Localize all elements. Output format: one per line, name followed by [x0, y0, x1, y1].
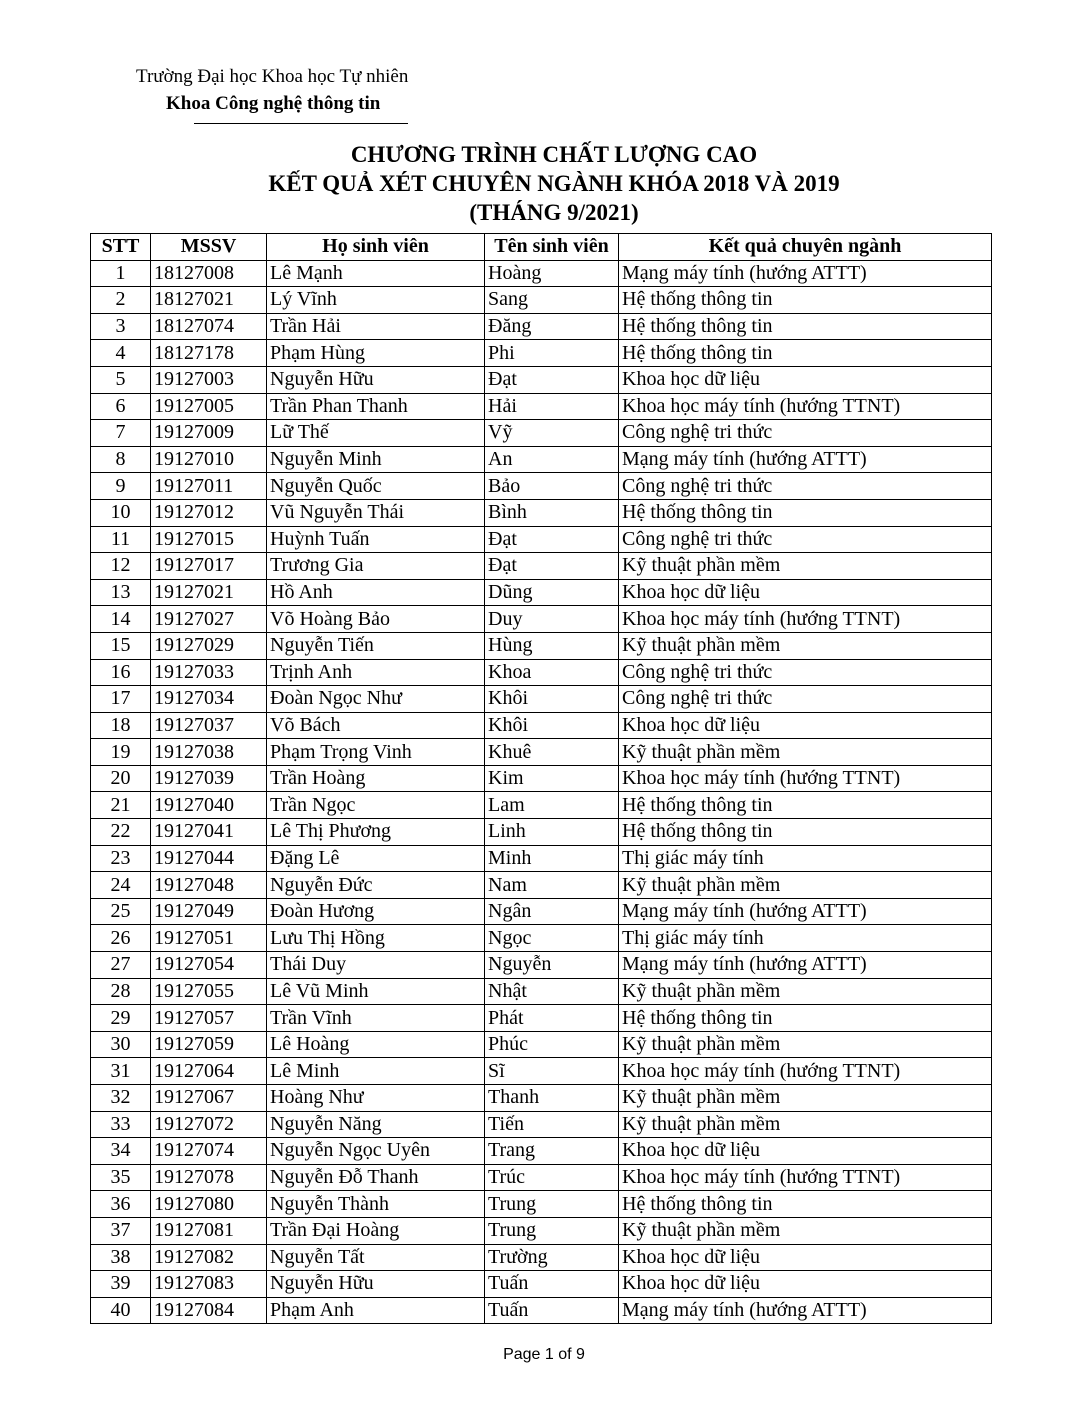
cell-first-name: Trúc [485, 1164, 619, 1191]
cell-stt: 2 [91, 287, 151, 314]
table-row [91, 1271, 992, 1298]
cell-last-name: Huỳnh Tuấn [267, 526, 485, 553]
cell-mssv: 19127010 [151, 446, 267, 473]
table-row [91, 978, 992, 1005]
cell-last-name: Lưu Thị Hồng [267, 925, 485, 952]
cell-mssv: 19127083 [151, 1271, 267, 1298]
cell-major-result: Hệ thống thông tin [619, 287, 992, 314]
cell-stt: 21 [91, 792, 151, 819]
header-last-name: Họ sinh viên [267, 234, 485, 261]
cell-last-name: Nguyễn Minh [267, 446, 485, 473]
table-row [91, 845, 992, 872]
cell-mssv: 19127011 [151, 473, 267, 500]
cell-last-name: Nguyễn Năng [267, 1111, 485, 1138]
cell-stt: 22 [91, 819, 151, 846]
cell-mssv: 19127084 [151, 1297, 267, 1324]
cell-last-name: Lý Vĩnh [267, 287, 485, 314]
cell-major-result: Công nghệ tri thức [619, 659, 992, 686]
table-row [91, 1085, 992, 1112]
cell-major-result: Mạng máy tính (hướng ATTT) [619, 260, 992, 287]
cell-last-name: Đoàn Ngọc Như [267, 686, 485, 713]
cell-mssv: 19127057 [151, 1005, 267, 1032]
cell-stt: 13 [91, 579, 151, 606]
cell-mssv: 19127078 [151, 1164, 267, 1191]
header-mssv: MSSV [151, 234, 267, 261]
cell-last-name: Nguyễn Đức [267, 872, 485, 899]
cell-first-name: Bảo [485, 473, 619, 500]
cell-stt: 25 [91, 898, 151, 925]
cell-major-result: Mạng máy tính (hướng ATTT) [619, 1297, 992, 1324]
page-number: Page 1 of 9 [503, 1346, 585, 1363]
cell-major-result: Mạng máy tính (hướng ATTT) [619, 952, 992, 979]
cell-major-result: Hệ thống thông tin [619, 499, 992, 526]
cell-first-name: Ngân [485, 898, 619, 925]
cell-major-result: Hệ thống thông tin [619, 313, 992, 340]
cell-mssv: 18127178 [151, 340, 267, 367]
table-body [91, 260, 992, 1324]
faculty-underline [194, 123, 408, 124]
cell-first-name: Hùng [485, 632, 619, 659]
table-row [91, 1164, 992, 1191]
cell-mssv: 19127044 [151, 845, 267, 872]
cell-stt: 35 [91, 1164, 151, 1191]
cell-first-name: Dũng [485, 579, 619, 606]
table-row [91, 686, 992, 713]
cell-mssv: 19127015 [151, 526, 267, 553]
cell-mssv: 19127082 [151, 1244, 267, 1271]
cell-first-name: Hoàng [485, 260, 619, 287]
table-row [91, 553, 992, 580]
cell-last-name: Hồ Anh [267, 579, 485, 606]
cell-mssv: 19127039 [151, 765, 267, 792]
cell-stt: 12 [91, 553, 151, 580]
cell-stt: 33 [91, 1111, 151, 1138]
cell-last-name: Phạm Hùng [267, 340, 485, 367]
cell-stt: 9 [91, 473, 151, 500]
cell-mssv: 19127048 [151, 872, 267, 899]
cell-last-name: Nguyễn Tiến [267, 632, 485, 659]
cell-first-name: Đạt [485, 553, 619, 580]
cell-first-name: Hải [485, 393, 619, 420]
cell-first-name: Khôi [485, 712, 619, 739]
cell-first-name: Trung [485, 1191, 619, 1218]
cell-stt: 5 [91, 366, 151, 393]
cell-stt: 38 [91, 1244, 151, 1271]
cell-stt: 27 [91, 952, 151, 979]
table-row [91, 659, 992, 686]
cell-major-result: Công nghệ tri thức [619, 473, 992, 500]
table-row [91, 1111, 992, 1138]
table-row [91, 473, 992, 500]
cell-last-name: Nguyễn Thành [267, 1191, 485, 1218]
cell-major-result: Khoa học dữ liệu [619, 1244, 992, 1271]
cell-first-name: Tuấn [485, 1297, 619, 1324]
cell-last-name: Võ Bách [267, 712, 485, 739]
cell-mssv: 19127027 [151, 606, 267, 633]
cell-major-result: Khoa học dữ liệu [619, 579, 992, 606]
cell-mssv: 19127021 [151, 579, 267, 606]
cell-last-name: Trần Hải [267, 313, 485, 340]
cell-stt: 8 [91, 446, 151, 473]
cell-mssv: 19127037 [151, 712, 267, 739]
cell-major-result: Khoa học dữ liệu [619, 366, 992, 393]
table-row [91, 1191, 992, 1218]
cell-last-name: Thái Duy [267, 952, 485, 979]
cell-major-result: Khoa học máy tính (hướng TTNT) [619, 393, 992, 420]
table-row [91, 1058, 992, 1085]
table-row [91, 1005, 992, 1032]
cell-mssv: 18127074 [151, 313, 267, 340]
table-row [91, 1244, 992, 1271]
table-row [91, 287, 992, 314]
cell-stt: 29 [91, 1005, 151, 1032]
table-row [91, 1031, 992, 1058]
cell-mssv: 19127051 [151, 925, 267, 952]
cell-first-name: Đăng [485, 313, 619, 340]
cell-stt: 11 [91, 526, 151, 553]
table-row [91, 340, 992, 367]
cell-major-result: Hệ thống thông tin [619, 340, 992, 367]
cell-first-name: Sang [485, 287, 619, 314]
cell-first-name: Thanh [485, 1085, 619, 1112]
table-row [91, 712, 992, 739]
cell-mssv: 19127040 [151, 792, 267, 819]
results-table [90, 233, 992, 1324]
cell-stt: 31 [91, 1058, 151, 1085]
cell-major-result: Khoa học máy tính (hướng TTNT) [619, 606, 992, 633]
table-row [91, 499, 992, 526]
cell-mssv: 19127055 [151, 978, 267, 1005]
cell-stt: 28 [91, 978, 151, 1005]
cell-major-result: Kỹ thuật phần mềm [619, 978, 992, 1005]
cell-last-name: Trần Vĩnh [267, 1005, 485, 1032]
cell-major-result: Khoa học máy tính (hướng TTNT) [619, 1058, 992, 1085]
table-row [91, 393, 992, 420]
cell-major-result: Hệ thống thông tin [619, 1191, 992, 1218]
cell-major-result: Hệ thống thông tin [619, 819, 992, 846]
table-row [91, 366, 992, 393]
cell-major-result: Khoa học máy tính (hướng TTNT) [619, 1164, 992, 1191]
cell-first-name: Phát [485, 1005, 619, 1032]
table-row [91, 606, 992, 633]
cell-stt: 36 [91, 1191, 151, 1218]
cell-mssv: 19127009 [151, 420, 267, 447]
cell-last-name: Lữ Thế [267, 420, 485, 447]
cell-major-result: Kỹ thuật phần mềm [619, 1031, 992, 1058]
cell-stt: 7 [91, 420, 151, 447]
header-first-name: Tên sinh viên [485, 234, 619, 261]
cell-last-name: Võ Hoàng Bảo [267, 606, 485, 633]
cell-last-name: Trịnh Anh [267, 659, 485, 686]
cell-first-name: Nhật [485, 978, 619, 1005]
cell-major-result: Thị giác máy tính [619, 925, 992, 952]
cell-last-name: Đặng Lê [267, 845, 485, 872]
cell-stt: 39 [91, 1271, 151, 1298]
cell-stt: 18 [91, 712, 151, 739]
table-header-row [91, 234, 992, 261]
table-row [91, 925, 992, 952]
cell-mssv: 19127074 [151, 1138, 267, 1165]
table-row [91, 632, 992, 659]
cell-major-result: Công nghệ tri thức [619, 686, 992, 713]
cell-stt: 23 [91, 845, 151, 872]
program-title: CHƯƠNG TRÌNH CHẤT LƯỢNG CAO [350, 142, 758, 167]
cell-stt: 19 [91, 739, 151, 766]
document-titles [0, 140, 1088, 227]
cell-first-name: Đạt [485, 526, 619, 553]
cell-major-result: Khoa học dữ liệu [619, 1271, 992, 1298]
cell-first-name: Phúc [485, 1031, 619, 1058]
cell-mssv: 19127005 [151, 393, 267, 420]
cell-mssv: 19127049 [151, 898, 267, 925]
cell-last-name: Nguyễn Hữu [267, 1271, 485, 1298]
cell-stt: 24 [91, 872, 151, 899]
cell-mssv: 19127072 [151, 1111, 267, 1138]
cell-major-result: Kỹ thuật phần mềm [619, 739, 992, 766]
cell-last-name: Lê Minh [267, 1058, 485, 1085]
cell-major-result: Mạng máy tính (hướng ATTT) [619, 898, 992, 925]
cell-stt: 32 [91, 1085, 151, 1112]
cell-first-name: Linh [485, 819, 619, 846]
cell-last-name: Trần Đại Hoàng [267, 1217, 485, 1244]
cell-first-name: Duy [485, 606, 619, 633]
cell-first-name: Tuấn [485, 1271, 619, 1298]
cell-first-name: Sĩ [485, 1058, 619, 1085]
cell-major-result: Kỹ thuật phần mềm [619, 1217, 992, 1244]
cell-first-name: Phi [485, 340, 619, 367]
table-row [91, 420, 992, 447]
cell-last-name: Nguyễn Quốc [267, 473, 485, 500]
cell-mssv: 19127017 [151, 553, 267, 580]
date-title: (THÁNG 9/2021) [469, 200, 639, 225]
cell-last-name: Trương Gia [267, 553, 485, 580]
table-row [91, 952, 992, 979]
table-row [91, 765, 992, 792]
cell-stt: 20 [91, 765, 151, 792]
table-row [91, 526, 992, 553]
table-row [91, 792, 992, 819]
cell-stt: 4 [91, 340, 151, 367]
cell-first-name: Khôi [485, 686, 619, 713]
cell-major-result: Hệ thống thông tin [619, 1005, 992, 1032]
cell-major-result: Công nghệ tri thức [619, 526, 992, 553]
cell-last-name: Lê Hoàng [267, 1031, 485, 1058]
cell-first-name: Trung [485, 1217, 619, 1244]
table-row [91, 819, 992, 846]
cell-stt: 1 [91, 260, 151, 287]
faculty-name: Khoa Công nghệ thông tin [166, 93, 381, 114]
table-row [91, 898, 992, 925]
cell-last-name: Trần Hoàng [267, 765, 485, 792]
cell-mssv: 19127064 [151, 1058, 267, 1085]
cell-stt: 16 [91, 659, 151, 686]
cell-major-result: Kỹ thuật phần mềm [619, 1085, 992, 1112]
cell-stt: 37 [91, 1217, 151, 1244]
cell-major-result: Khoa học máy tính (hướng TTNT) [619, 765, 992, 792]
table-row [91, 739, 992, 766]
cell-mssv: 19127033 [151, 659, 267, 686]
cell-stt: 40 [91, 1297, 151, 1324]
cell-first-name: Vỹ [485, 420, 619, 447]
cell-stt: 14 [91, 606, 151, 633]
cell-last-name: Vũ Nguyễn Thái [267, 499, 485, 526]
cell-major-result: Khoa học dữ liệu [619, 712, 992, 739]
cell-major-result: Khoa học dữ liệu [619, 1138, 992, 1165]
cell-stt: 15 [91, 632, 151, 659]
cell-mssv: 19127080 [151, 1191, 267, 1218]
school-name: Trường Đại học Khoa học Tự nhiên [136, 66, 409, 87]
cell-first-name: Trường [485, 1244, 619, 1271]
cell-last-name: Phạm Trọng Vinh [267, 739, 485, 766]
cell-major-result: Kỹ thuật phần mềm [619, 1111, 992, 1138]
results-title: KẾT QUẢ XÉT CHUYÊN NGÀNH KHÓA 2018 VÀ 2019 [268, 171, 840, 196]
cell-mssv: 19127029 [151, 632, 267, 659]
cell-last-name: Lê Vũ Minh [267, 978, 485, 1005]
table-row [91, 872, 992, 899]
cell-mssv: 19127038 [151, 739, 267, 766]
cell-last-name: Trần Phan Thanh [267, 393, 485, 420]
table-row [91, 313, 992, 340]
cell-major-result: Thị giác máy tính [619, 845, 992, 872]
cell-first-name: Khoa [485, 659, 619, 686]
cell-last-name: Nguyễn Ngọc Uyên [267, 1138, 485, 1165]
cell-mssv: 18127008 [151, 260, 267, 287]
cell-first-name: Bình [485, 499, 619, 526]
table-row [91, 1217, 992, 1244]
cell-first-name: Khuê [485, 739, 619, 766]
table-row [91, 1138, 992, 1165]
cell-first-name: Lam [485, 792, 619, 819]
cell-first-name: An [485, 446, 619, 473]
cell-mssv: 19127003 [151, 366, 267, 393]
cell-last-name: Phạm Anh [267, 1297, 485, 1324]
cell-first-name: Tiến [485, 1111, 619, 1138]
cell-stt: 34 [91, 1138, 151, 1165]
cell-stt: 26 [91, 925, 151, 952]
table-row [91, 446, 992, 473]
cell-mssv: 19127012 [151, 499, 267, 526]
cell-last-name: Nguyễn Tất [267, 1244, 485, 1271]
cell-stt: 3 [91, 313, 151, 340]
cell-mssv: 19127081 [151, 1217, 267, 1244]
cell-major-result: Công nghệ tri thức [619, 420, 992, 447]
cell-mssv: 19127067 [151, 1085, 267, 1112]
cell-last-name: Lê Thị Phương [267, 819, 485, 846]
cell-last-name: Trần Ngọc [267, 792, 485, 819]
table-row [91, 1297, 992, 1324]
cell-first-name: Minh [485, 845, 619, 872]
cell-mssv: 19127059 [151, 1031, 267, 1058]
cell-stt: 17 [91, 686, 151, 713]
cell-first-name: Trang [485, 1138, 619, 1165]
cell-first-name: Ngọc [485, 925, 619, 952]
cell-mssv: 18127021 [151, 287, 267, 314]
cell-stt: 30 [91, 1031, 151, 1058]
cell-stt: 6 [91, 393, 151, 420]
cell-major-result: Kỹ thuật phần mềm [619, 632, 992, 659]
cell-first-name: Đạt [485, 366, 619, 393]
cell-mssv: 19127054 [151, 952, 267, 979]
cell-first-name: Nguyễn [485, 952, 619, 979]
cell-major-result: Kỹ thuật phần mềm [619, 553, 992, 580]
header-major-result: Kết quả chuyên ngành [619, 234, 992, 261]
cell-last-name: Nguyễn Hữu [267, 366, 485, 393]
cell-last-name: Lê Mạnh [267, 260, 485, 287]
header-stt: STT [91, 234, 151, 261]
table-row [91, 579, 992, 606]
cell-last-name: Nguyễn Đỗ Thanh [267, 1164, 485, 1191]
cell-major-result: Mạng máy tính (hướng ATTT) [619, 446, 992, 473]
cell-stt: 10 [91, 499, 151, 526]
cell-first-name: Kim [485, 765, 619, 792]
cell-last-name: Hoàng Như [267, 1085, 485, 1112]
table-row [91, 260, 992, 287]
cell-mssv: 19127041 [151, 819, 267, 846]
cell-mssv: 19127034 [151, 686, 267, 713]
cell-last-name: Đoàn Hương [267, 898, 485, 925]
cell-major-result: Kỹ thuật phần mềm [619, 872, 992, 899]
cell-major-result: Hệ thống thông tin [619, 792, 992, 819]
cell-first-name: Nam [485, 872, 619, 899]
